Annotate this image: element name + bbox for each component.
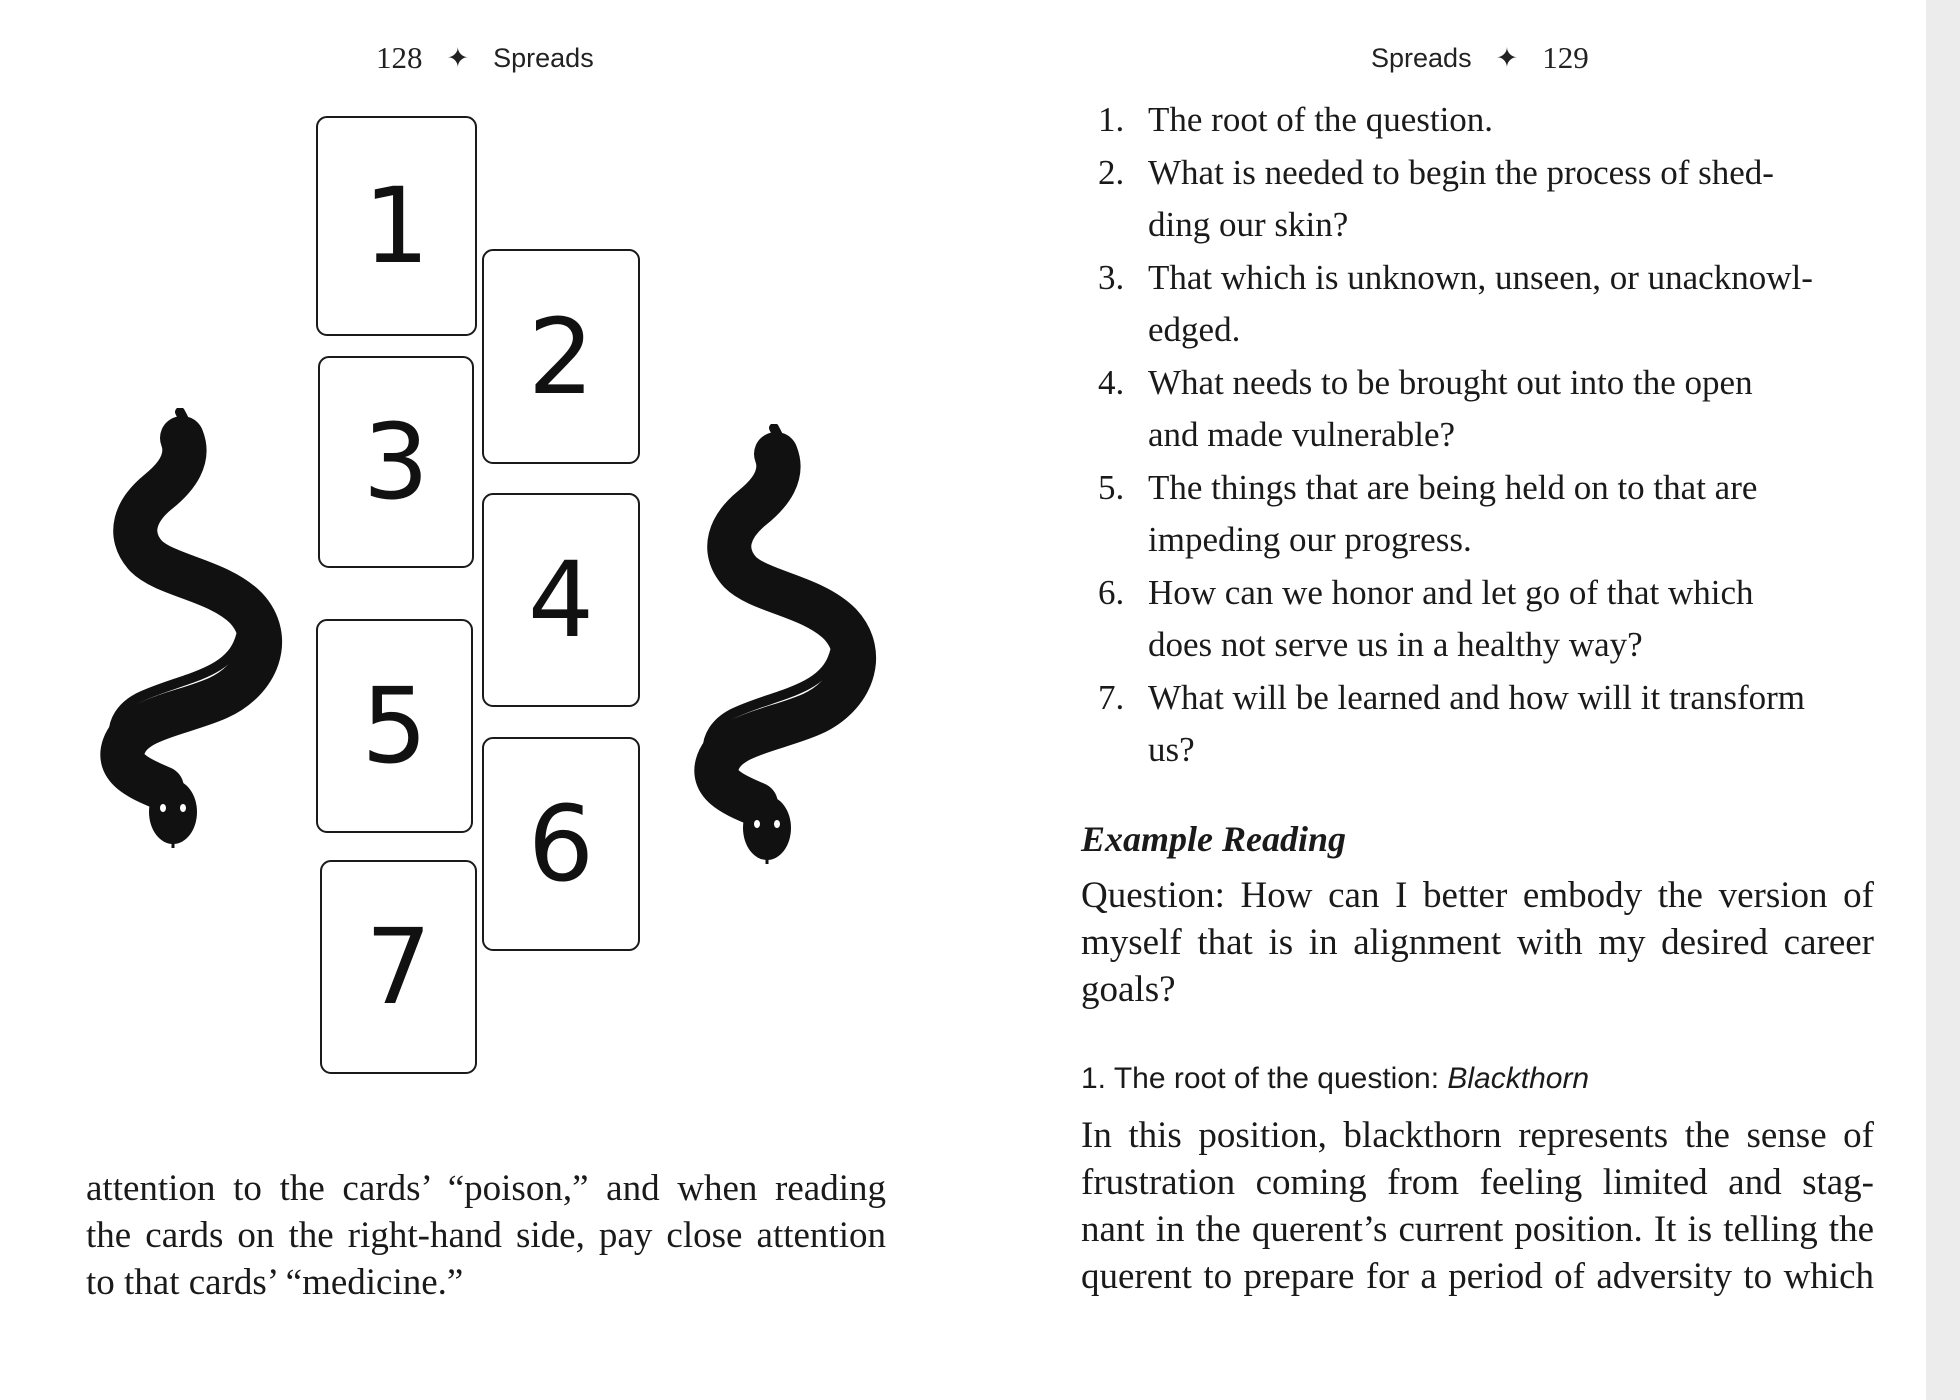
card-position-1: 1 (316, 116, 477, 336)
position-label: 1. The root of the question: (1081, 1062, 1440, 1095)
text-line: to that cards’ “medicine.” (86, 1262, 464, 1303)
position-list (1098, 94, 1888, 777)
page-header-left (376, 40, 594, 76)
position-heading (1081, 1062, 1589, 1096)
list-text: us? (1148, 730, 1195, 769)
list-number: 3. (1098, 257, 1125, 297)
list-text: does not serve us in a healthy way? (1148, 625, 1643, 664)
list-text: What will be learned and how will it transform (1148, 677, 1806, 717)
list-text: impeding our progress. (1148, 520, 1472, 559)
body-text-left (86, 1165, 886, 1306)
example-reading-heading: Example Reading (1081, 819, 1347, 859)
list-item (1098, 462, 1888, 567)
list-text: and made vulnerable? (1148, 415, 1456, 454)
list-text: edged. (1148, 310, 1241, 349)
card-position-5: 5 (316, 619, 473, 833)
right-page (1036, 0, 1926, 1400)
text-line: goals? (1081, 969, 1176, 1010)
text-line: frustration coming from feeling limited and stag- (1081, 1162, 1874, 1203)
text-line: nant in the querent’s current position. It is telling the (1081, 1209, 1874, 1250)
question-paragraph (1081, 872, 1874, 1013)
list-item (1098, 672, 1888, 777)
list-item (1098, 567, 1888, 672)
text-line: In this position, blackthorn represents the sense of (1081, 1115, 1874, 1156)
page-edge (1926, 0, 1960, 1400)
list-text: How can we honor and let go of that which (1148, 572, 1754, 612)
list-number: 6. (1098, 572, 1125, 612)
list-text: What is needed to begin the process of shed- (1148, 152, 1774, 192)
text-line: attention to the cards’ “poison,” and when reading (86, 1168, 886, 1209)
card-position-3: 3 (318, 356, 474, 568)
card-position-7: 7 (320, 860, 477, 1074)
list-number: 5. (1098, 467, 1125, 507)
card-position-2: 2 (482, 249, 640, 464)
list-text: The things that are being held on to that are (1148, 467, 1758, 507)
list-item (1098, 252, 1888, 357)
text-line: Question: How can I better embody the version of (1081, 875, 1874, 916)
list-item (1098, 94, 1888, 147)
list-text: ding our skin? (1148, 205, 1349, 244)
section-title: Spreads (1371, 42, 1472, 73)
list-item (1098, 147, 1888, 252)
list-text: The root of the question. (1148, 100, 1494, 139)
list-item (1098, 357, 1888, 462)
page-number: 129 (1542, 40, 1589, 75)
section-title: Spreads (493, 42, 594, 73)
text-line: the cards on the right-hand side, pay close attention (86, 1215, 886, 1256)
page-header-right (1371, 40, 1589, 76)
card-position-6: 6 (482, 737, 640, 951)
list-number: 1. (1098, 100, 1125, 139)
list-text: That which is unknown, unseen, or unacknowl- (1148, 257, 1813, 297)
list-text: What needs to be brought out into the open (1148, 362, 1753, 402)
text-line: querent to prepare for a period of adversity to which (1081, 1256, 1874, 1297)
list-number: 7. (1098, 677, 1125, 717)
star-separator-icon: ✦ (446, 42, 470, 73)
list-number: 4. (1098, 362, 1125, 402)
card-position-4: 4 (482, 493, 640, 707)
interpretation-paragraph (1081, 1112, 1874, 1300)
card-name: Blackthorn (1447, 1062, 1590, 1095)
star-separator-icon: ✦ (1495, 42, 1519, 73)
page-number: 128 (376, 40, 423, 75)
list-number: 2. (1098, 152, 1125, 192)
snake-icon (672, 424, 882, 864)
text-line: myself that is in alignment with my desired career (1081, 922, 1874, 963)
snake-icon (78, 408, 288, 848)
